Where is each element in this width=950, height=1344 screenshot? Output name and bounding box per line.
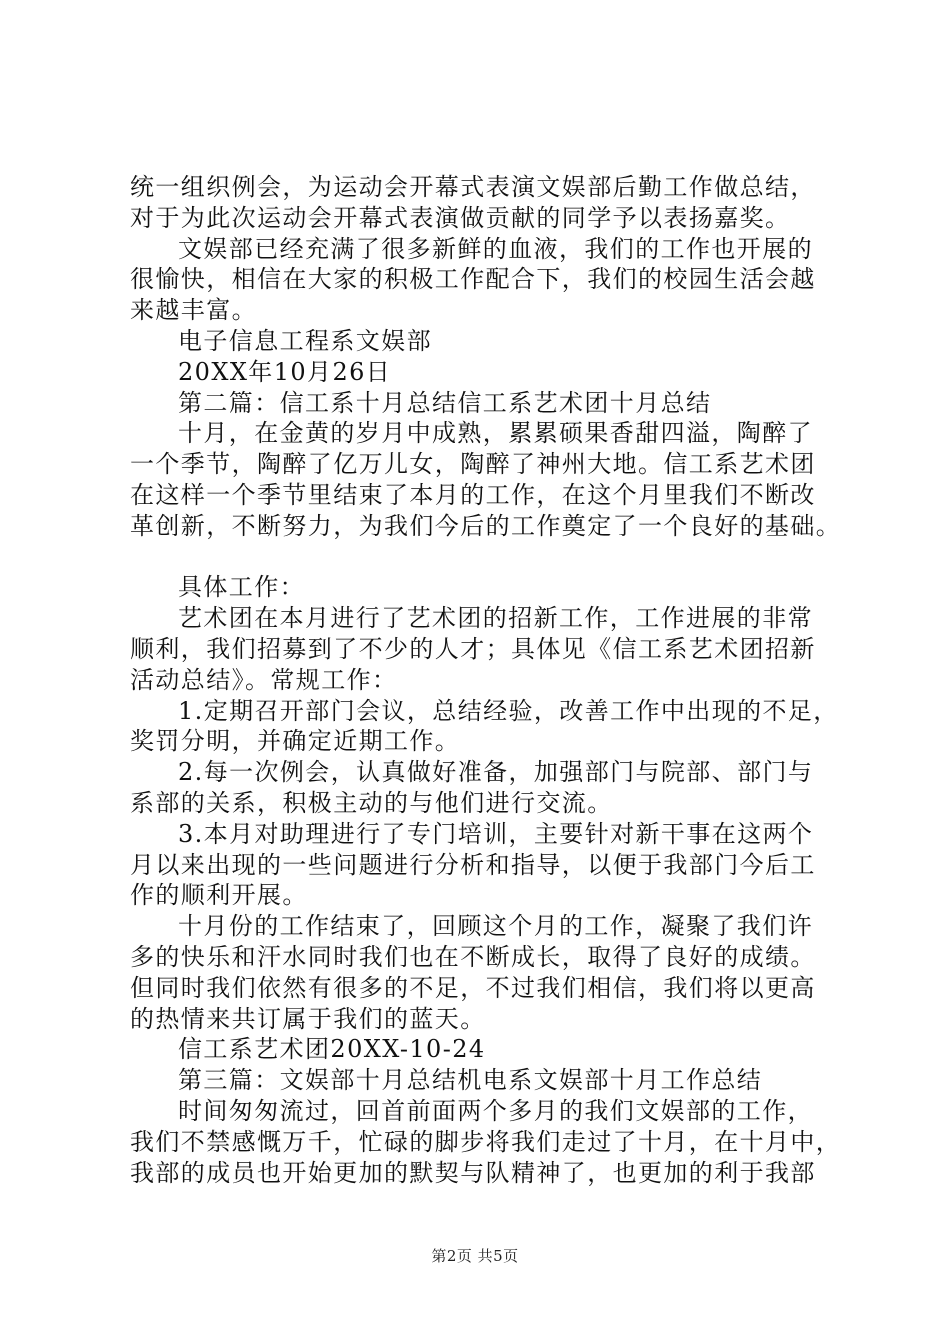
body-line: 来越丰富。: [130, 296, 257, 325]
section-heading: 第三篇：文娱部十月总结机电系文娱部十月工作总结: [178, 1066, 763, 1095]
body-line: 系部的关系，积极主动的与他们进行交流。: [130, 788, 613, 817]
body-line: 一个季节，陶醉了亿万儿女，陶醉了神州大地。信工系艺术团: [130, 450, 816, 479]
list-item: 3.本月对助理进行了专门培训，主要针对新干事在这两个: [178, 819, 814, 848]
body-line: 很愉快，相信在大家的积极工作配合下，我们的校园生活会越: [130, 265, 816, 294]
page-number-footer: 第2页 共5页: [431, 1247, 519, 1265]
body-line: 但同时我们依然有很多的不足，不过我们相信，我们将以更高: [130, 973, 816, 1002]
body-line: 顺利，我们招募到了不少的人才；具体见《信工系艺术团招新: [130, 634, 816, 663]
body-line: 月以来出现的一些问题进行分析和指导，以便于我部门今后工: [130, 850, 816, 879]
body-line: 对于为此次运动会开幕式表演做贡献的同学予以表扬嘉奖。: [130, 203, 791, 232]
signature-line: 信工系艺术团20XX-10-24: [178, 1035, 486, 1064]
body-line: 革创新，不断努力，为我们今后的工作奠定了一个良好的基础。: [130, 511, 842, 540]
body-line: 我部的成员也开始更加的默契与队精神了，也更加的利于我部: [130, 1158, 816, 1187]
body-line: 多的快乐和汗水同时我们也在不断成长，取得了良好的成绩。: [130, 942, 816, 971]
paragraph-start: 十月份的工作结束了，回顾这个月的工作，凝聚了我们许: [178, 912, 813, 941]
paragraph-start: 文娱部已经充满了很多新鲜的血液，我们的工作也开展的: [178, 234, 813, 263]
body-line: 在这样一个季节里结束了本月的工作，在这个月里我们不断改: [130, 480, 816, 509]
list-item: 2.每一次例会，认真做好准备，加强部门与院部、部门与: [178, 758, 814, 787]
paragraph-start: 十月，在金黄的岁月中成熟，累累硕果香甜四溢，陶醉了: [178, 419, 813, 448]
paragraph-start: 艺术团在本月进行了艺术团的招新工作，工作进展的非常: [178, 604, 813, 633]
signature-department: 电子信息工程系文娱部: [178, 326, 432, 355]
body-line: 的热情来共订属于我们的蓝天。: [130, 1004, 486, 1033]
paragraph-start: 时间匆匆流过，回首前面两个多月的我们文娱部的工作，: [178, 1096, 813, 1125]
body-line: 作的顺利开展。: [130, 881, 308, 910]
subheading: 具体工作：: [178, 573, 305, 602]
body-line: 活动总结》。常规工作：: [130, 665, 398, 694]
section-heading: 第二篇：信工系十月总结信工系艺术团十月总结: [178, 388, 712, 417]
body-line: 统一组织例会，为运动会开幕式表演文娱部后勤工作做总结，: [130, 173, 816, 201]
body-line: 奖罚分明，并确定近期工作。: [130, 727, 461, 756]
signature-date: 20XX年10月26日: [178, 357, 392, 386]
blank-line: [130, 542, 850, 573]
document-body: [130, 172, 850, 1188]
body-line: 我们不禁感慨万千，忙碌的脚步将我们走过了十月，在十月中，: [130, 1127, 842, 1156]
list-item: 1.定期召开部门会议，总结经验，改善工作中出现的不足，: [178, 696, 839, 725]
